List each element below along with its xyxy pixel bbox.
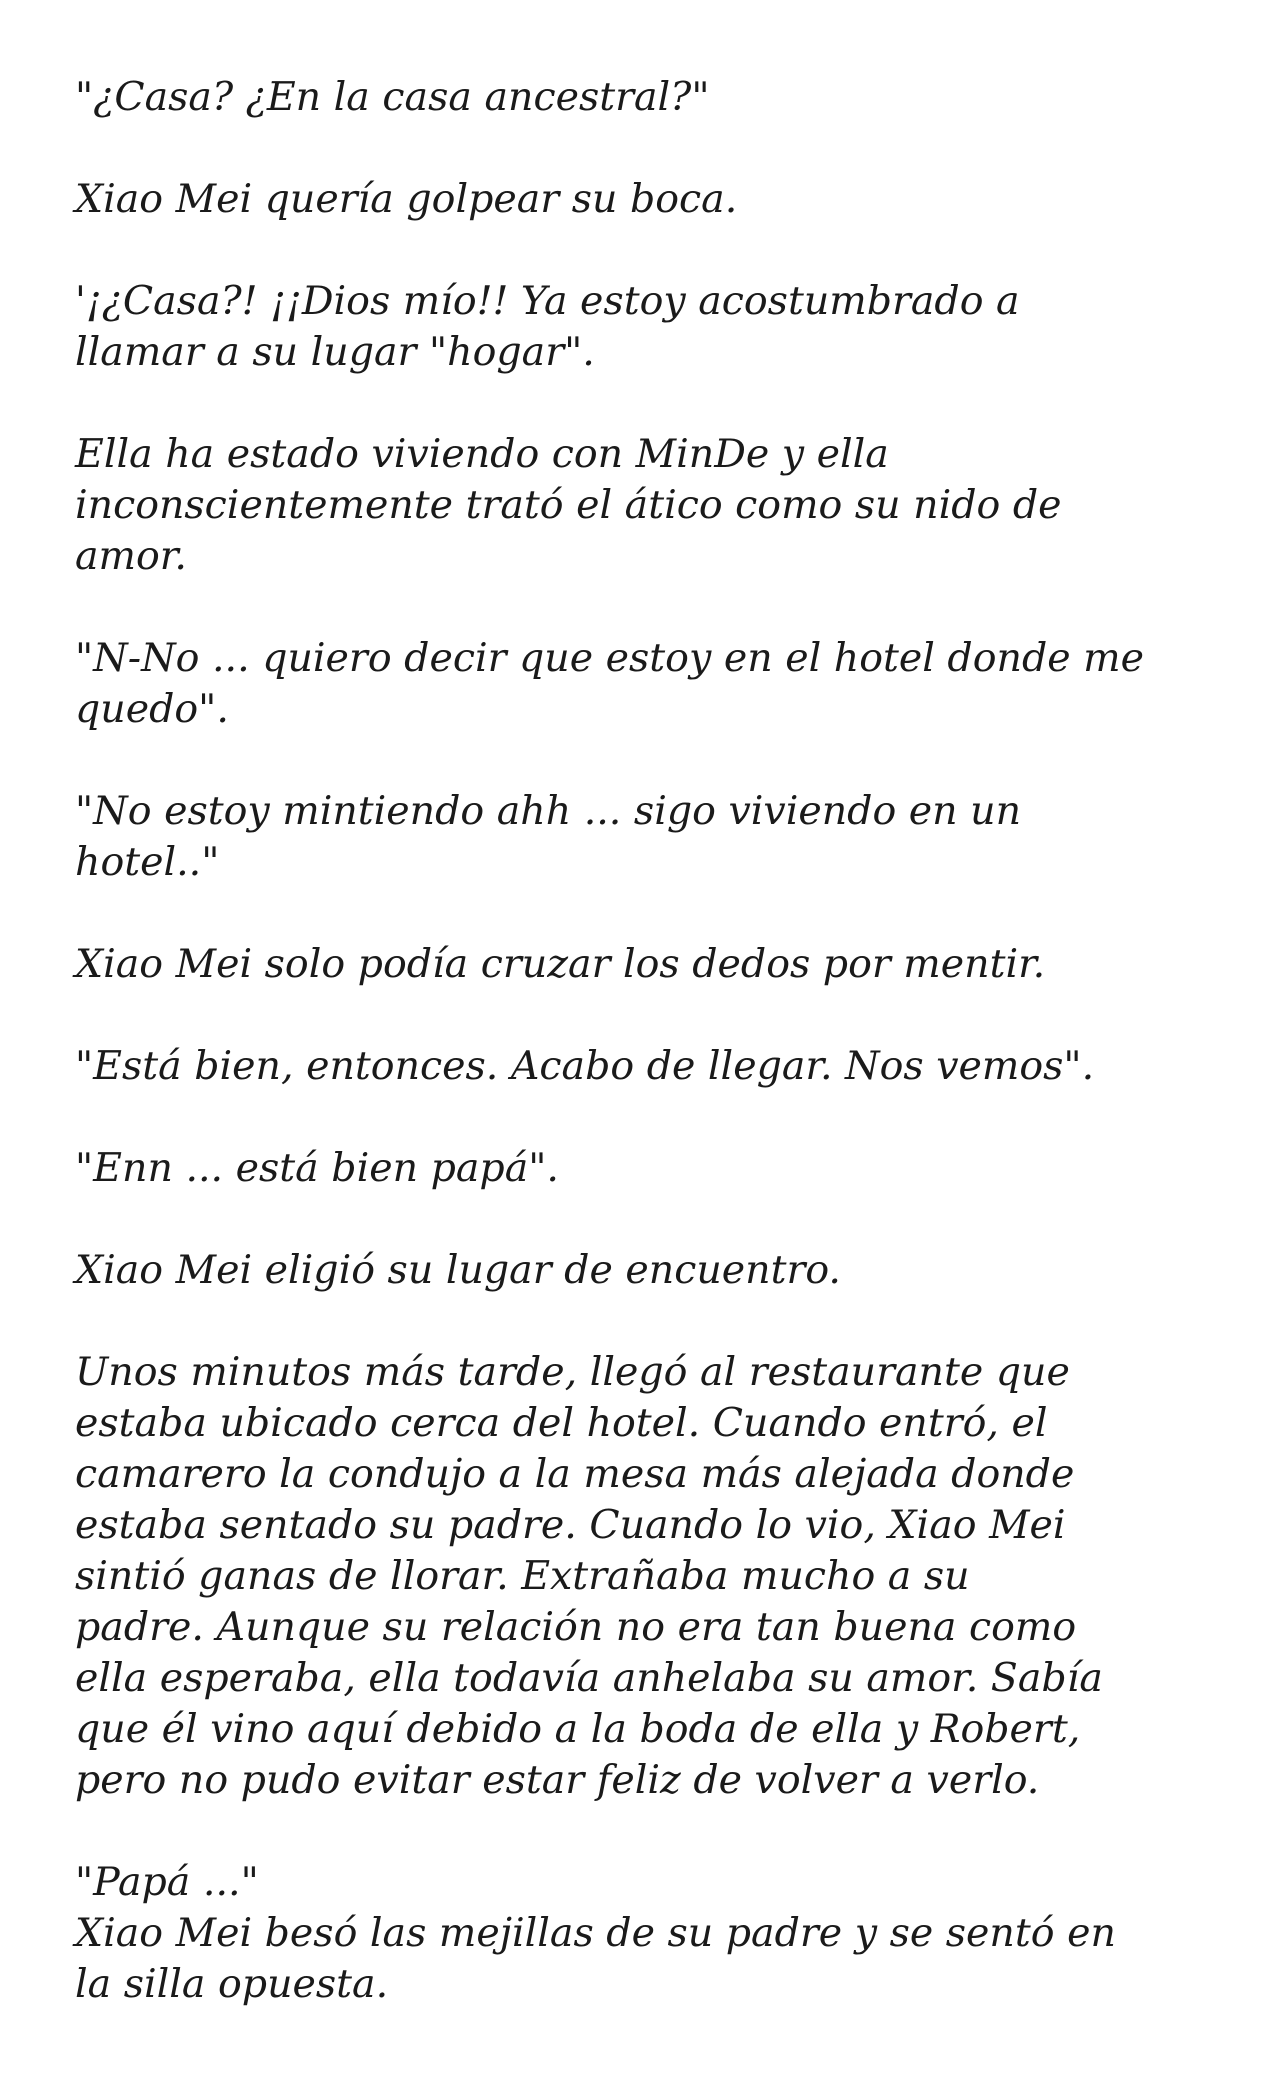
paragraph: "Enn ... está bien papá".: [75, 1145, 559, 1191]
paragraph: Xiao Mei besó las mejillas de su padre y se sentó en la silla opuesta.: [75, 1910, 1116, 2007]
story-text: [75, 72, 1215, 2061]
paragraph: Xiao Mei quería golpear su boca.: [75, 176, 738, 222]
paragraph: Xiao Mei eligió su lugar de encuentro.: [75, 1247, 841, 1293]
paragraph: "Está bien, entonces. Acabo de llegar. Nos vemos".: [75, 1043, 1095, 1089]
paragraph: Unos minutos más tarde, llegó al restaurante que estaba ubicado cerca del hotel. Cuando entró, el camarero la condujo a la mesa más alejada donde estaba sentado su padre. Cuando lo vio, Xiao Mei sintió ganas de llorar. Extrañaba mucho a su padre. Aunque su relación no era tan buena como ella esperaba, ella todavía anhelaba su amor. Sabía que él vino aquí debido a la boda de ella y Robert, pero no pudo evitar estar feliz de volver a verlo.: [75, 1349, 1103, 1803]
paragraph: Xiao Mei solo podía cruzar los dedos por mentir.: [75, 941, 1046, 987]
paragraph: '¡¿Casa?! ¡¡Dios mío!! Ya estoy acostumbrado a llamar a su lugar "hogar".: [75, 278, 1020, 375]
paragraph: "¿Casa? ¿En la casa ancestral?": [75, 74, 710, 120]
paragraph: "N-No ... quiero decir que estoy en el hotel donde me quedo".: [75, 635, 1144, 732]
paragraph: "No estoy mintiendo ahh ... sigo viviendo en un hotel..": [75, 788, 1022, 885]
paragraph: "Papá ...": [75, 1859, 259, 1905]
paragraph: Ella ha estado viviendo con MinDe y ella inconscientemente trató el ático como su nido de amor.: [75, 431, 1062, 579]
